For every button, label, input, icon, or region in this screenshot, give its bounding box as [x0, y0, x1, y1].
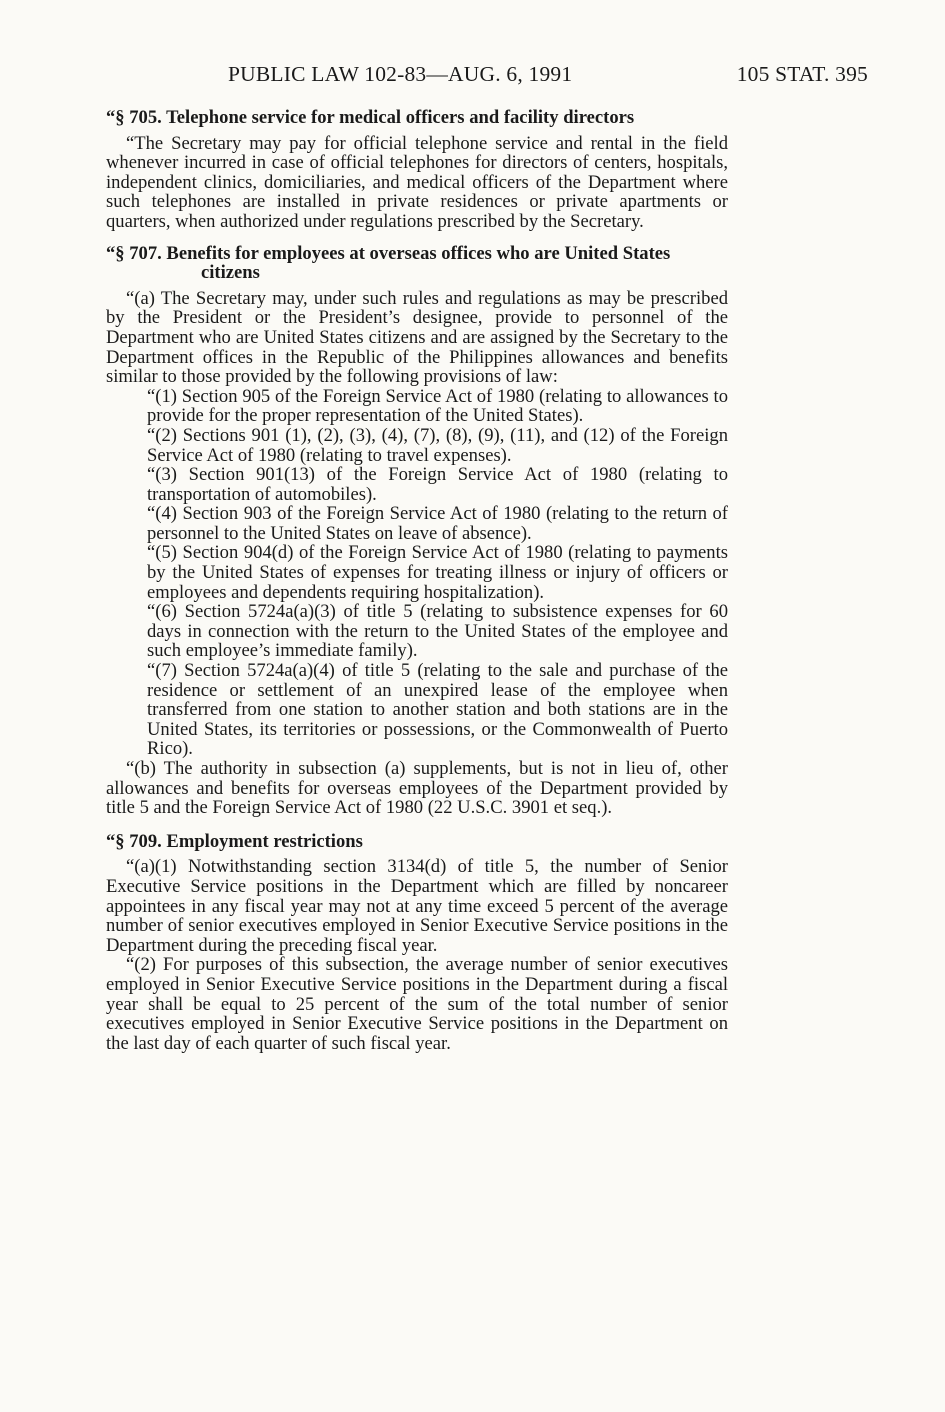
section-707-item-4: “(4) Section 903 of the Foreign Service Act of 1980 (relating to the return of personnel to the United States on leave of absence). [147, 503, 728, 544]
section-705-text: “The Secretary may pay for official telephone service and rental in the field whenever incurred in case of official telephones for directors of centers, hospitals, independent clinics, domiciliaries, and medical officers of the Department where such telephones are installed in private residences or private apartments or quarters, when authorized under regulations prescribed by the Secretary. [106, 132, 728, 232]
statute-page-number: 105 STAT. 395 [736, 62, 868, 86]
page-body [106, 108, 728, 1053]
public-law-title: PUBLIC LAW 102-83—AUG. 6, 1991 [228, 62, 573, 86]
section-709-paragraph-2: “(2) For purposes of this subsection, the average number of senior executives employed in Senior Executive Service positions in the Department during a fiscal year shall be equal to 25 percent of the sum of the total number of senior executives employed in Senior Executive Service positions in the Department on the last day of each quarter of such fiscal year. [106, 954, 728, 1054]
section-707-item-6: “(6) Section 5724a(a)(3) of title 5 (relating to subsistence expenses for 60 days in connection with the return to the United States of the employee and such employee’s immediate family). [147, 601, 728, 662]
section-707-heading: “§ 707. Benefits for employees at overseas offices who are United States citizens [106, 242, 671, 284]
section-709-heading: “§ 709. Employment restrictions [106, 830, 363, 852]
section-707-subsection-b: “(b) The authority in subsection (a) supplements, but is not in lieu of, other allowances and benefits for overseas employees of the Department provided by title 5 and the Foreign Service Act of 1980 (22 U.S.C. 3901 et seq.). [106, 758, 728, 819]
section-705-heading: “§ 705. Telephone service for medical officers and facility directors [106, 107, 635, 128]
section-707-item-1: “(1) Section 905 of the Foreign Service Act of 1980 (relating to allowances to provide for the proper representation of the United States). [147, 385, 728, 427]
section-707-item-3: “(3) Section 901(13) of the Foreign Service Act of 1980 (relating to transportation of automobiles). [147, 464, 728, 505]
section-707-item-5: “(5) Section 904(d) of the Foreign Service Act of 1980 (relating to payments by the United States of expenses for treating illness or injury of officers or employees and dependents requiring hospitalization). [147, 542, 728, 603]
section-707-item-2: “(2) Sections 901 (1), (2), (3), (4), (7), (8), (9), (11), and (12) of the Foreign Service Act of 1980 (relating to travel expenses). [147, 424, 728, 466]
section-707-item-7: “(7) Section 5724a(a)(4) of title 5 (relating to the sale and purchase of the residence or settlement of an unexpired lease of the employee when transferred from one station to another station and both stations are in the United States, its territories or possessions, or the Commonwealth of Puerto Rico). [147, 660, 728, 760]
section-707-subsection-a: “(a) The Secretary may, under such rules and regulations as may be prescribed by the President or the President’s designee, provide to personnel of the Department who are United States citizens and are assigned by the Secretary to the Department offices in the Republic of the Philippines allowances and benefits similar to those provided by the following provisions of law: [106, 287, 728, 388]
section-709-paragraph-a1: “(a)(1) Notwithstanding section 3134(d) of title 5, the number of Senior Executive Service positions in the Department which are filled by noncareer appointees in any fiscal year may not at any time exceed 5 percent of the average number of senior executives employed in Senior Executive Service positions in the Department during the preceding fiscal year. [106, 856, 728, 956]
